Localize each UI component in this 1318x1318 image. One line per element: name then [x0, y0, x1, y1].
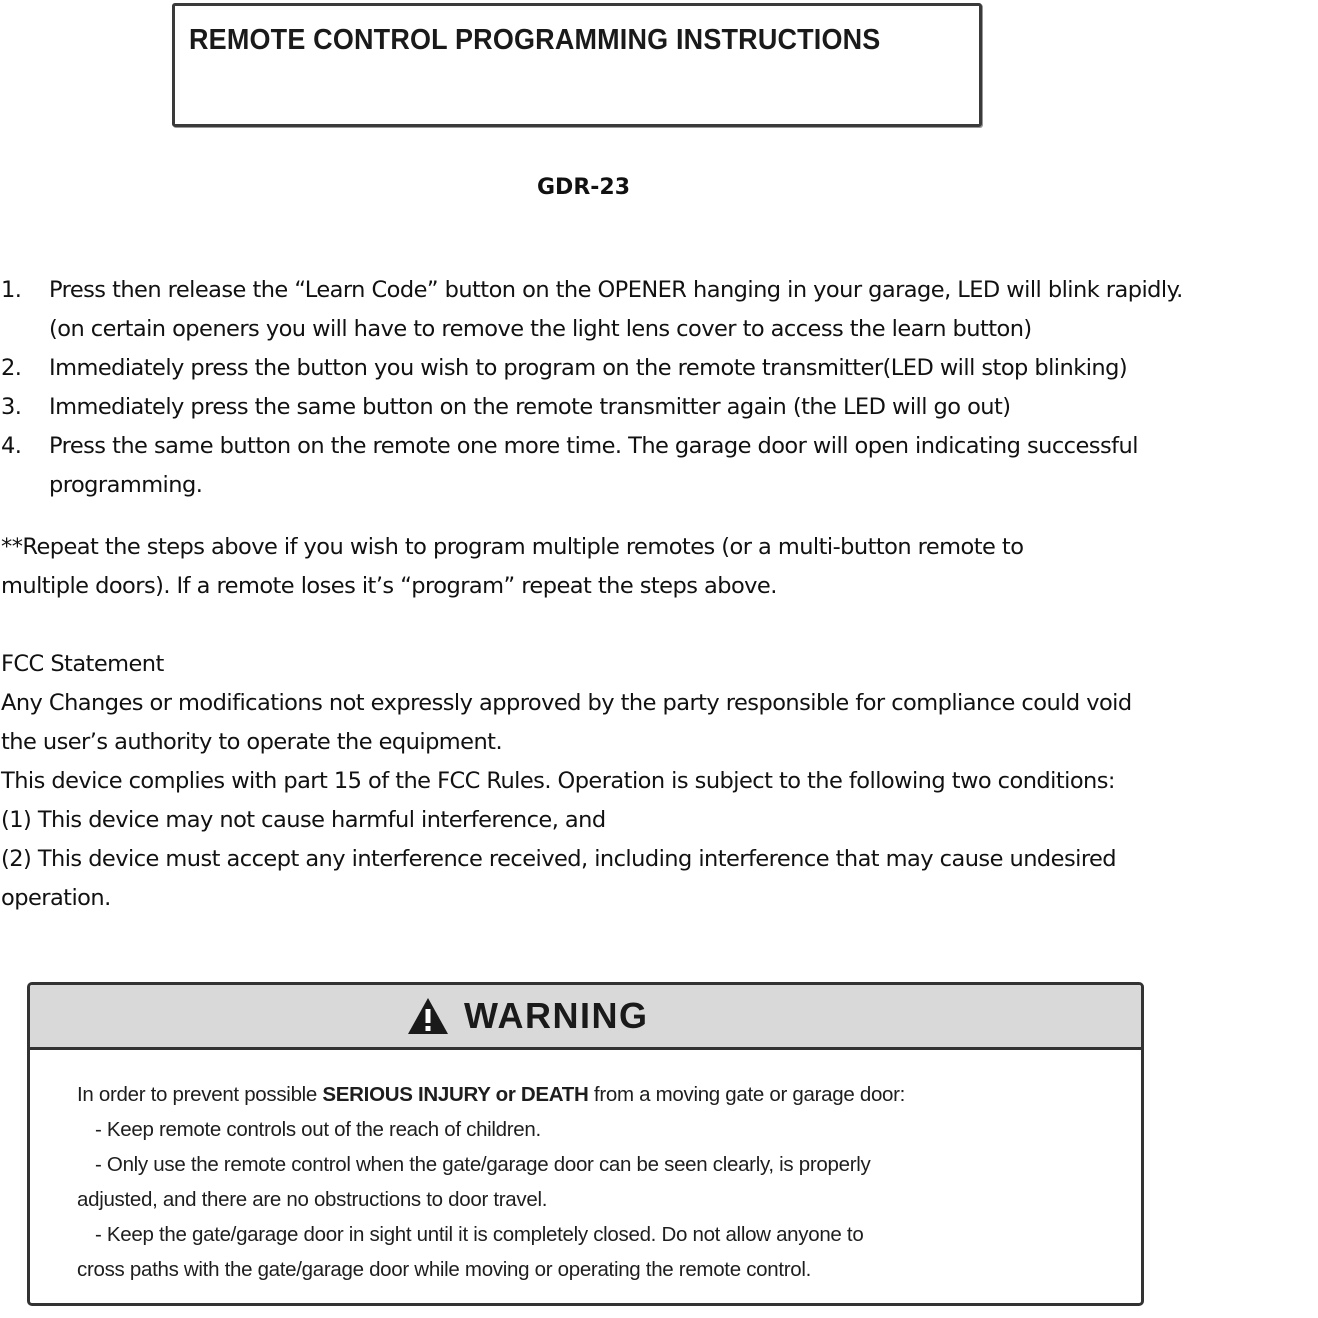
warning-bullet-cont: cross paths with the gate/garage door while moving or operating the remote control. [77, 1258, 812, 1281]
document-title: REMOTE CONTROL PROGRAMMING INSTRUCTIONS [189, 24, 881, 56]
model-number: GDR-23 [537, 175, 631, 200]
step-line: programming. [49, 472, 203, 498]
step-line: (on certain openers you will have to remove the light lens cover to access the learn button) [49, 316, 1032, 342]
fcc-statement [1, 645, 1132, 918]
step-number: 1. [1, 277, 22, 303]
warning-header [30, 985, 1141, 1050]
warning-bullet-cont: adjusted, and there are no obstructions to door travel. [77, 1188, 548, 1211]
step-line: Press then release the “Learn Code” button on the OPENER hanging in your garage, LED will blink rapidly. [49, 277, 1183, 303]
warning-intro [77, 1077, 905, 1112]
step-item [0, 349, 1183, 388]
warning-bullet: - Keep remote controls out of the reach of children. [95, 1118, 541, 1141]
warning-intro-bold: SERIOUS INJURY or DEATH [322, 1083, 589, 1106]
warning-title-row [406, 995, 649, 1037]
step-number: 4. [1, 433, 22, 459]
warning-intro-post: from a moving gate or garage door: [588, 1083, 906, 1106]
fcc-line: Any Changes or modifications not expressly approved by the party responsible for compliance could void [1, 690, 1132, 716]
title-box [172, 3, 982, 127]
fcc-line: the user’s authority to operate the equipment. [1, 729, 503, 755]
step-number: 3. [1, 394, 22, 420]
step-line: Press the same button on the remote one more time. The garage door will open indicating successful [49, 433, 1138, 459]
fcc-line: (1) This device may not cause harmful interference, and [1, 807, 606, 833]
fcc-line: (2) This device must accept any interference received, including interference that may cause undesired [1, 846, 1117, 872]
warning-intro-pre: In order to prevent possible [77, 1083, 323, 1106]
programming-steps [0, 271, 1183, 505]
warning-title: WARNING [464, 995, 649, 1036]
step-item [0, 427, 1183, 505]
fcc-heading: FCC Statement [1, 651, 164, 677]
fcc-line: operation. [1, 885, 111, 911]
step-line: Immediately press the button you wish to program on the remote transmitter(LED will stop blinking) [49, 355, 1128, 381]
repeat-note-line: multiple doors). If a remote loses it’s “program” repeat the steps above. [1, 573, 777, 599]
warning-box [27, 982, 1144, 1306]
warning-triangle-icon [406, 996, 450, 1036]
warning-body [77, 1077, 905, 1287]
warning-bullet: - Only use the remote control when the gate/garage door can be seen clearly, is properly [95, 1153, 871, 1176]
step-line: Immediately press the same button on the remote transmitter again (the LED will go out) [49, 394, 1011, 420]
step-item [0, 388, 1183, 427]
repeat-note-line: **Repeat the steps above if you wish to program multiple remotes (or a multi-button remote to [1, 534, 1024, 560]
warning-bullet: - Keep the gate/garage door in sight until it is completely closed. Do not allow anyone to [95, 1223, 864, 1246]
step-number: 2. [1, 355, 22, 381]
step-item [0, 271, 1183, 349]
repeat-note [1, 528, 1023, 606]
fcc-line: This device complies with part 15 of the FCC Rules. Operation is subject to the following two conditions: [1, 768, 1115, 794]
